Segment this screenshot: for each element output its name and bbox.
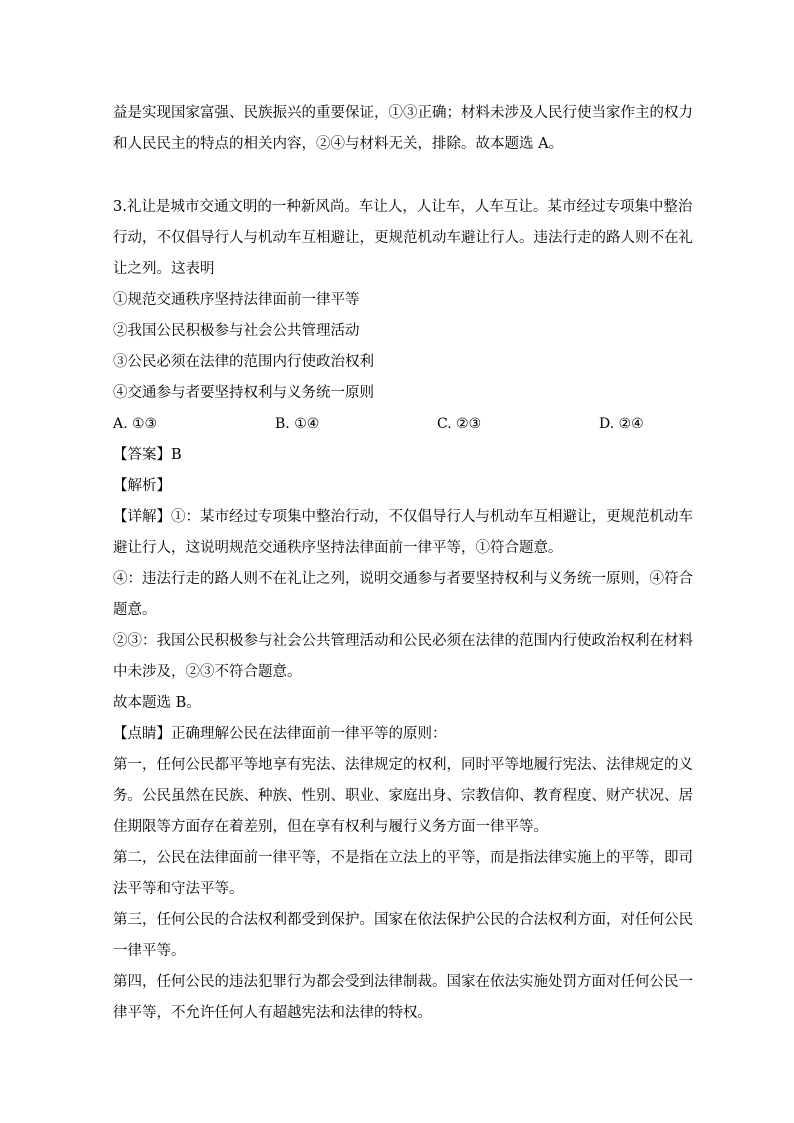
detail-line-1: 【详解】①：某市经过专项集中整治行动，不仅倡导行人与机动车互相避让，更规范机动车 <box>113 509 693 525</box>
question-stem-line-1: 3.礼让是城市交通文明的一种新风尚。车让人，人让车，人车互让。某市经过专项集中整治 <box>113 199 693 215</box>
statement-3: ③公民必须在法律的范围内行使政治权利 <box>113 354 374 370</box>
tips-line-6: 法平等和守法平等。 <box>113 881 244 897</box>
tips-line-4: 住期限等方面存在着差别，但在享有权利与履行义务方面一律平等。 <box>113 819 548 835</box>
detail-line-3: ④：违法行走的路人则不在礼让之列，说明交通参与者要坚持权利与义务统一原则，④符合 <box>113 571 693 587</box>
previous-explanation-line-1: 益是实现国家富强、民族振兴的重要保证，①③正确；材料未涉及人民行使当家作主的权力 <box>113 105 693 121</box>
choice-d: D. ②④ <box>599 416 644 432</box>
statement-2: ②我国公民积极参与社会公共管理活动 <box>113 323 360 339</box>
detail-line-7: 故本题选 B。 <box>113 695 201 711</box>
tips-line-10: 律平等，不允许任何人有超越宪法和法律的特权。 <box>113 1005 432 1021</box>
detail-line-5: ②③：我国公民积极参与社会公共管理活动和公民必须在法律的范围内行使政治权利在材料 <box>113 633 693 649</box>
tips-line-3: 务。公民虽然在民族、种族、性别、职业、家庭出身、宗教信仰、教育程度、财产状况、居 <box>113 788 693 804</box>
previous-explanation-line-2: 和人民民主的特点的相关内容，②④与材料无关，排除。故本题选 A。 <box>113 136 564 152</box>
tips-line-1: 【点睛】正确理解公民在法律面前一律平等的原则： <box>113 726 447 742</box>
statement-1: ①规范交通秩序坚持法律面前一律平等 <box>113 292 360 308</box>
tips-line-9: 第四，任何公民的违法犯罪行为都会受到法律制裁。国家在依法实施处罚方面对任何公民一 <box>113 974 693 990</box>
detail-line-4: 题意。 <box>113 602 157 618</box>
question-stem-line-3: 让之列。这表明 <box>113 261 215 277</box>
choice-b: B. ①④ <box>275 416 320 432</box>
answer-line: 【答案】B <box>113 447 182 463</box>
detail-line-6: 中未涉及，②③不符合题意。 <box>113 664 302 680</box>
tips-line-2: 第一，任何公民都平等地享有宪法、法律规定的权利，同时平等地履行宪法、法律规定的义 <box>113 757 693 773</box>
choice-c: C. ②③ <box>437 416 482 432</box>
tips-line-8: 一律平等。 <box>113 943 186 959</box>
statement-4: ④交通参与者要坚持权利与义务统一原则 <box>113 385 374 401</box>
detail-line-2: 避让行人，这说明规范交通秩序坚持法律面前一律平等，①符合题意。 <box>113 540 563 556</box>
choice-a: A. ①③ <box>113 416 158 432</box>
tips-line-7: 第三，任何公民的合法权利都受到保护。国家在依法保护公民的合法权利方面，对任何公民 <box>113 912 693 928</box>
tips-line-5: 第二，公民在法律面前一律平等，不是指在立法上的平等，而是指法律实施上的平等，即司 <box>113 850 693 866</box>
analysis-heading: 【解析】 <box>113 478 171 494</box>
question-stem-line-2: 行动，不仅倡导行人与机动车互相避让，更规范机动车避让行人。违法行走的路人则不在礼 <box>113 230 693 246</box>
